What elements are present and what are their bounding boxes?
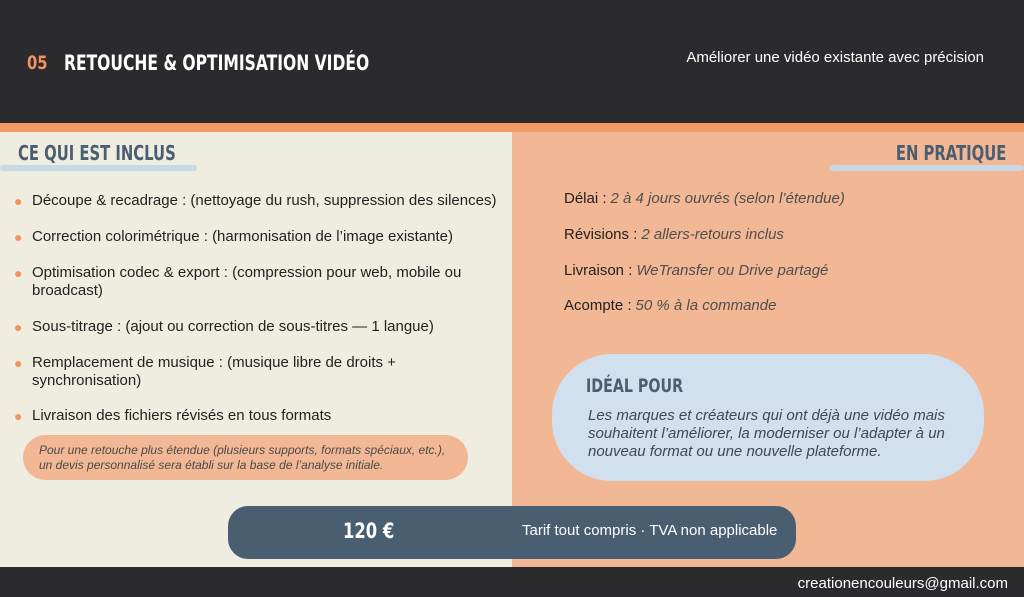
practice-label: Révisions : [564, 226, 638, 243]
list-item [14, 407, 504, 425]
practice-row-deposit [564, 297, 776, 314]
practice-title: EN PRATIQUE [895, 141, 1006, 165]
bullet-dot-icon: ● [14, 229, 23, 245]
list-item [14, 318, 504, 336]
practice-value: 2 allers-retours inclus [641, 226, 784, 243]
bullet-dot-icon: ● [14, 193, 23, 209]
ideal-for-text: Les marques et créateurs qui ont déjà une vidéo mais souhaitent l’améliorer, la moderniser ou l’adapter à un nouveau format ou une nouvelle plateforme. [588, 407, 945, 460]
accent-stripe [0, 123, 1024, 132]
practice-row-revisions [564, 226, 784, 243]
list-item-text: Sous-titrage : (ajout ou correction de sous-titres — 1 langue) [32, 318, 434, 335]
practice-title-underline [830, 165, 1024, 171]
practice-value: 2 à 4 jours ouvrés (selon l’étendue) [610, 190, 845, 207]
list-item-text: Remplacement de musique : (musique libre de droits + synchronisation) [32, 354, 396, 389]
practice-row-delivery [564, 262, 828, 279]
bullet-dot-icon: ● [14, 319, 23, 335]
practice-row-delay [564, 190, 845, 207]
price-amount: 120 € [343, 519, 395, 543]
list-item [14, 354, 414, 390]
price-note: Tarif tout compris · TVA non applicable [522, 522, 778, 539]
list-item [14, 228, 504, 246]
practice-value: WeTransfer ou Drive partagé [636, 262, 829, 279]
custom-quote-note: Pour une retouche plus étendue (plusieurs supports, formats spéciaux, etc.), un devis personnalisé sera établi sur la base de l’analyse initiale. [23, 435, 468, 480]
practice-label: Livraison : [564, 262, 633, 279]
page-subtitle: Améliorer une vidéo existante avec précision [686, 49, 984, 66]
bullet-dot-icon: ● [14, 355, 23, 371]
contact-email: creationencouleurs@gmail.com [797, 575, 1008, 592]
practice-value: 50 % à la commande [635, 297, 777, 314]
bullet-dot-icon: ● [14, 408, 23, 424]
practice-label: Délai : [564, 190, 607, 207]
list-item-text: Correction colorimétrique : (harmonisation de l’image existante) [32, 228, 454, 245]
section-number: 05 [27, 52, 48, 74]
page-title: RETOUCHE & OPTIMISATION VIDÉO [64, 51, 370, 75]
list-item [14, 192, 504, 210]
list-item-text: Livraison des fichiers révisés en tous formats [32, 407, 332, 424]
included-title-underline [0, 165, 197, 171]
included-title: CE QUI EST INCLUS [18, 141, 176, 165]
list-item-text: Découpe & recadrage : (nettoyage du rush, suppression des silences) [32, 192, 497, 209]
ideal-for-title: IDÉAL POUR [586, 375, 684, 397]
list-item-text: Optimisation codec & export : (compression pour web, mobile ou broadcast) [32, 264, 462, 299]
practice-label: Acompte : [564, 297, 632, 314]
bullet-dot-icon: ● [14, 265, 23, 281]
list-item [14, 264, 464, 300]
